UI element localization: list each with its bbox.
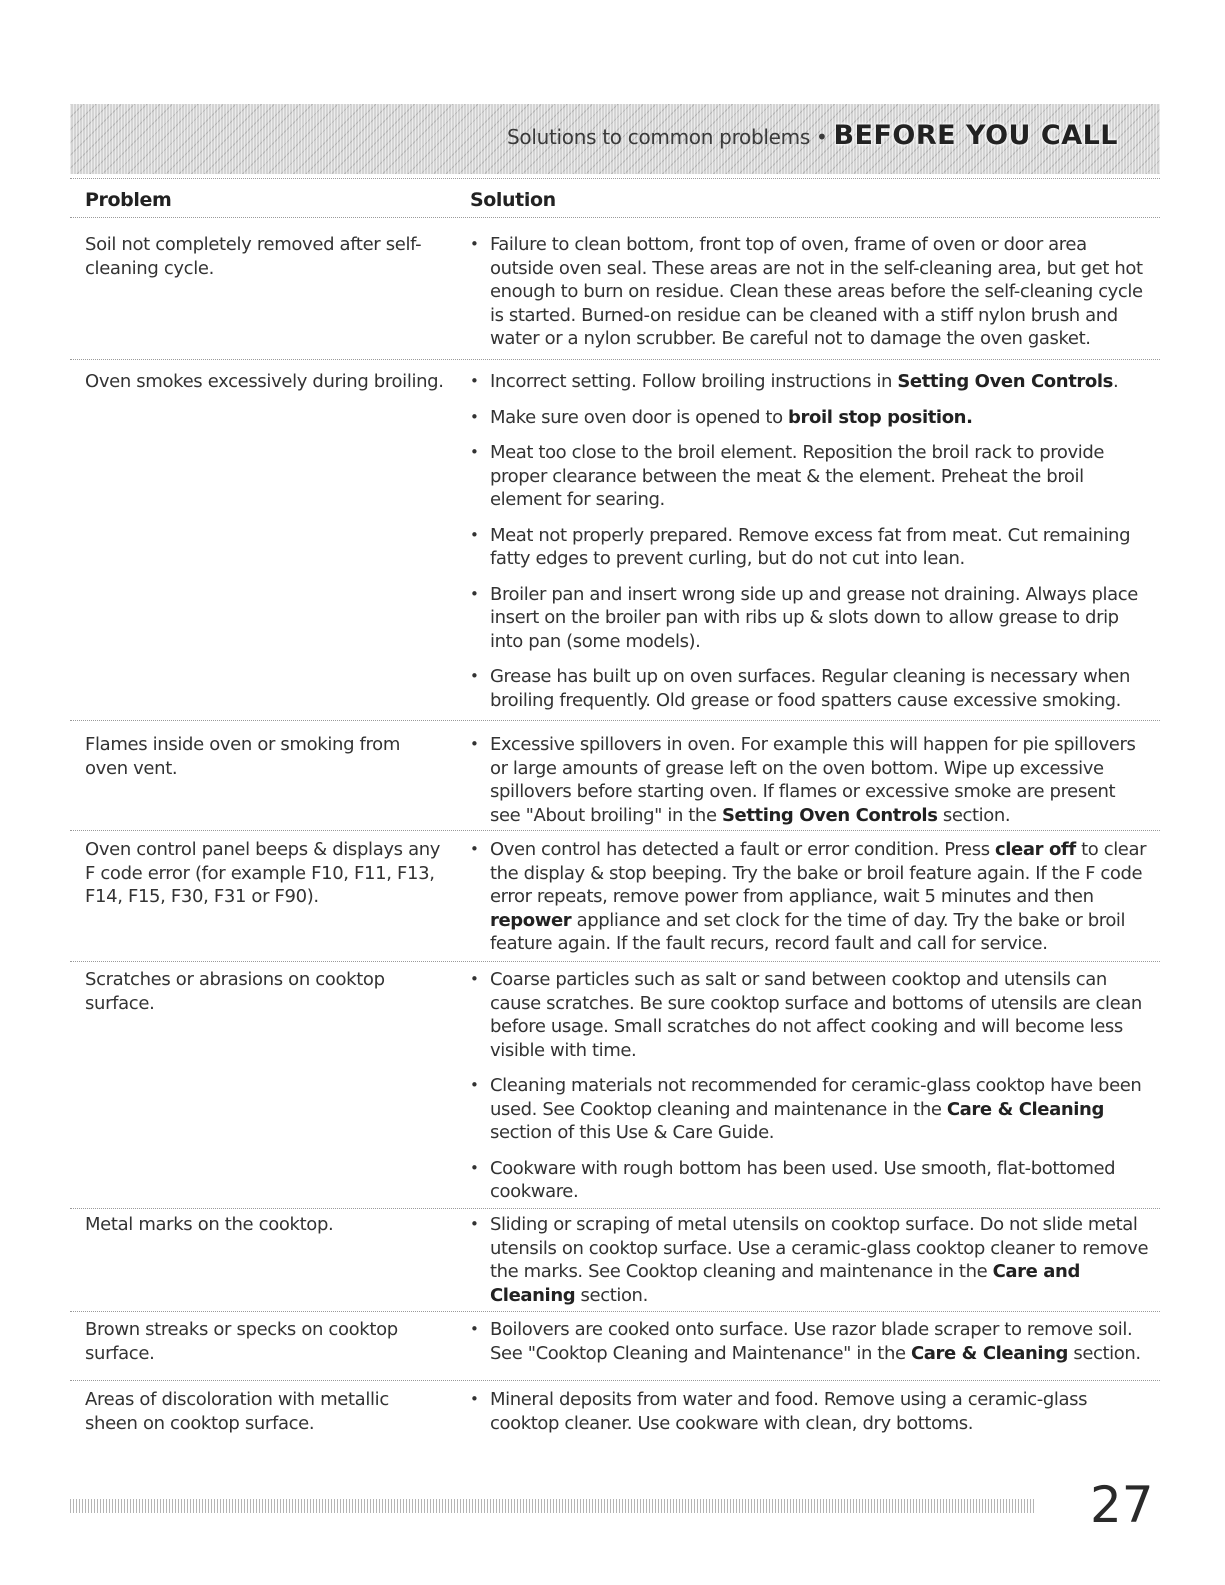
solution-column-header: Solution — [470, 189, 556, 211]
bullet-icon: • — [470, 584, 479, 603]
page-number: 27 — [1090, 1476, 1154, 1534]
row-divider — [70, 1311, 1160, 1312]
solution-bullet — [470, 370, 1150, 394]
solution-bullet — [470, 838, 1150, 956]
section-banner — [70, 104, 1160, 174]
solution-text-segment: Mineral deposits from water and food. Remove using a ceramic-glass cooktop cleaner. Use cookware with clean, dry bottoms. — [490, 1389, 1088, 1434]
bullet-icon: • — [470, 525, 479, 544]
solution-text-segment: Grease has built up on oven surfaces. Regular cleaning is necessary when broiling frequently. Old grease or food spatters cause excessive smoking. — [490, 666, 1130, 711]
solution-text — [490, 1318, 1150, 1365]
solution-text-segment: section. — [575, 1284, 648, 1306]
solution-text-segment: section of this Use & Care Guide. — [490, 1122, 775, 1143]
solution-text — [490, 665, 1150, 712]
solution-text — [490, 968, 1150, 1062]
row-divider — [70, 1208, 1160, 1209]
bullet-icon: • — [470, 1158, 479, 1177]
banner-title: BEFORE YOU CALL — [833, 120, 1118, 151]
banner-separator: • — [815, 125, 828, 149]
solution-text — [490, 1074, 1150, 1145]
solution-text-segment: Failure to clean bottom, front top of oven, frame of oven or door area outside oven seal. These areas are not in the self-cleaning area, but get hot enough to burn on residue. Clean these areas before the self-cleaning cycle is started. Burned-on residue can be cleaned with a stiff nylon brush and water or a nylon scrubber. Be careful not to damage the oven gasket. — [490, 234, 1143, 349]
bullet-icon: • — [470, 1320, 479, 1338]
solution-cell — [470, 1388, 1150, 1447]
problem-cell: Brown streaks or specks on cooktop surface. — [85, 1319, 398, 1364]
solution-text — [490, 406, 973, 430]
solution-text-segment: section. — [937, 804, 1011, 826]
row-divider — [70, 359, 1160, 360]
solution-text-segment: section. — [1068, 1342, 1141, 1364]
bullet-icon: • — [470, 667, 479, 685]
solution-cell — [470, 968, 1150, 1216]
bullet-icon: • — [470, 372, 479, 390]
bullet-icon: • — [470, 1390, 479, 1408]
bold-reference: clear off — [995, 839, 1076, 860]
problem-cell: Oven smokes excessively during broiling. — [85, 371, 444, 392]
solution-text-segment: . — [1112, 371, 1119, 392]
solution-text-segment: Excessive spillovers in oven. For example this will happen for pie spillovers or large amounts of grease left on the oven bottom. Wipe up excessive spillovers before starting oven. If flames or excessive smoke are present see "About broiling" in the — [490, 734, 1136, 826]
solution-text-segment: appliance and set clock for the time of day. Try the bake or broil feature again. If the fault recurs, record fault and call for service. — [490, 909, 1126, 954]
solution-cell — [470, 233, 1150, 363]
solution-text-segment: Cookware with rough bottom has been used. Use smooth, flat-bottomed cookware. — [490, 1157, 1116, 1202]
bullet-icon: • — [470, 407, 479, 426]
solution-bullet — [470, 441, 1150, 512]
bullet-icon: • — [470, 443, 479, 461]
problem-cell: Areas of discoloration with metallic sheen on cooktop surface. — [85, 1389, 389, 1434]
solution-bullet — [470, 1318, 1150, 1365]
solution-text — [490, 524, 1150, 571]
solution-text — [490, 233, 1150, 351]
solution-text — [490, 441, 1150, 512]
solution-cell — [470, 1213, 1150, 1319]
bold-reference: Care & Cleaning — [910, 1342, 1069, 1364]
banner-heading — [507, 120, 1118, 151]
bullet-icon: • — [470, 735, 479, 753]
bold-reference: repower — [490, 909, 572, 931]
solution-text-segment: Make sure oven door is opened to — [490, 406, 789, 428]
row-divider — [70, 830, 1160, 831]
bullet-icon: • — [470, 1076, 479, 1094]
row-divider — [70, 1380, 1160, 1381]
solution-bullet — [470, 524, 1150, 571]
solution-bullet — [470, 1157, 1150, 1204]
header-rule — [70, 217, 1160, 218]
solution-bullet — [470, 1388, 1150, 1435]
solution-bullet — [470, 233, 1150, 351]
bullet-icon: • — [470, 840, 479, 858]
solution-bullet — [470, 1213, 1150, 1307]
problem-column-header: Problem — [85, 189, 172, 211]
solution-bullet — [470, 583, 1150, 654]
row-divider — [70, 961, 1160, 962]
problem-cell: Soil not completely removed after self-cleaning cycle. — [85, 234, 422, 279]
problem-cell: Metal marks on the cooktop. — [85, 1214, 334, 1235]
solution-text-segment: Incorrect setting. Follow broiling instructions in — [490, 371, 898, 392]
solution-bullet — [470, 1074, 1150, 1145]
bullet-icon: • — [470, 970, 479, 988]
solution-cell — [470, 838, 1150, 968]
solution-bullet — [470, 733, 1150, 827]
solution-cell — [470, 370, 1150, 724]
problem-cell: Oven control panel beeps & displays any F code error (for example F10, F11, F13, F14, F15, F30, F31 or F90). — [85, 839, 441, 907]
solution-text — [490, 1157, 1150, 1204]
bold-reference: Care & Cleaning — [946, 1098, 1104, 1120]
solution-cell — [470, 733, 1150, 839]
solution-text-segment: Sliding or scraping of metal utensils on cooktop surface. Do not slide metal utensils on cooktop surface. Use a ceramic-glass cooktop cleaner to remove the marks. See Cooktop cleaning and maintenance in the — [490, 1214, 1149, 1282]
solution-text-segment: Meat too close to the broil element. Reposition the broil rack to provide proper clearance between the meat & the element. Preheat the broil element for searing. — [490, 442, 1105, 510]
solution-text — [490, 583, 1150, 654]
solution-bullet — [470, 665, 1150, 712]
problem-cell: Scratches or abrasions on cooktop surface. — [85, 969, 385, 1014]
solution-cell — [470, 1318, 1150, 1377]
solution-text — [490, 370, 1118, 394]
solution-text-segment: to clear the display & stop beeping. Try the bake or broil feature again. If the F code error repeats, remove power from appliance, wait 5 minutes and then — [490, 839, 1147, 907]
footer-strip — [70, 1499, 1035, 1513]
solution-text — [490, 1388, 1150, 1435]
bold-reference: Setting Oven Controls — [897, 371, 1113, 392]
solution-text — [490, 838, 1150, 956]
table-top-rule — [70, 178, 1160, 179]
solution-text-segment: Oven control has detected a fault or error condition. Press — [490, 839, 995, 860]
solution-text-segment: Broiler pan and insert wrong side up and grease not draining. Always place insert on the broiler pan with ribs up & slots down to allow grease to drip into pan (some models). — [490, 583, 1138, 652]
row-divider — [70, 720, 1160, 721]
bold-reference: Care and Cleaning — [490, 1261, 1080, 1306]
bullet-icon: • — [470, 1215, 479, 1233]
solution-bullet — [470, 968, 1150, 1062]
problem-cell: Flames inside oven or smoking from oven vent. — [85, 734, 401, 779]
banner-section-label: Solutions to common problems — [507, 125, 810, 149]
solution-bullet — [470, 406, 1150, 430]
bold-reference: Setting Oven Controls — [721, 804, 938, 826]
solution-text — [490, 733, 1150, 827]
solution-text-segment: Coarse particles such as salt or sand between cooktop and utensils can cause scratches. Be sure cooktop surface and bottoms of utensils are clean before usage. Small scratches do not affect cooking and will become less visible with time. — [490, 969, 1142, 1061]
solution-text — [490, 1213, 1150, 1307]
solution-text-segment: Meat not properly prepared. Remove excess fat from meat. Cut remaining fatty edges to prevent curling, but do not cut into lean. — [490, 524, 1131, 569]
solution-text-segment: Cleaning materials not recommended for ceramic-glass cooktop have been used. See Cooktop cleaning and maintenance in the — [490, 1075, 1142, 1120]
bold-reference: broil stop position. — [788, 406, 973, 428]
bullet-icon: • — [470, 235, 479, 253]
solution-text-segment: Boilovers are cooked onto surface. Use razor blade scraper to remove soil. See "Cooktop Cleaning and Maintenance" in the — [490, 1319, 1133, 1364]
